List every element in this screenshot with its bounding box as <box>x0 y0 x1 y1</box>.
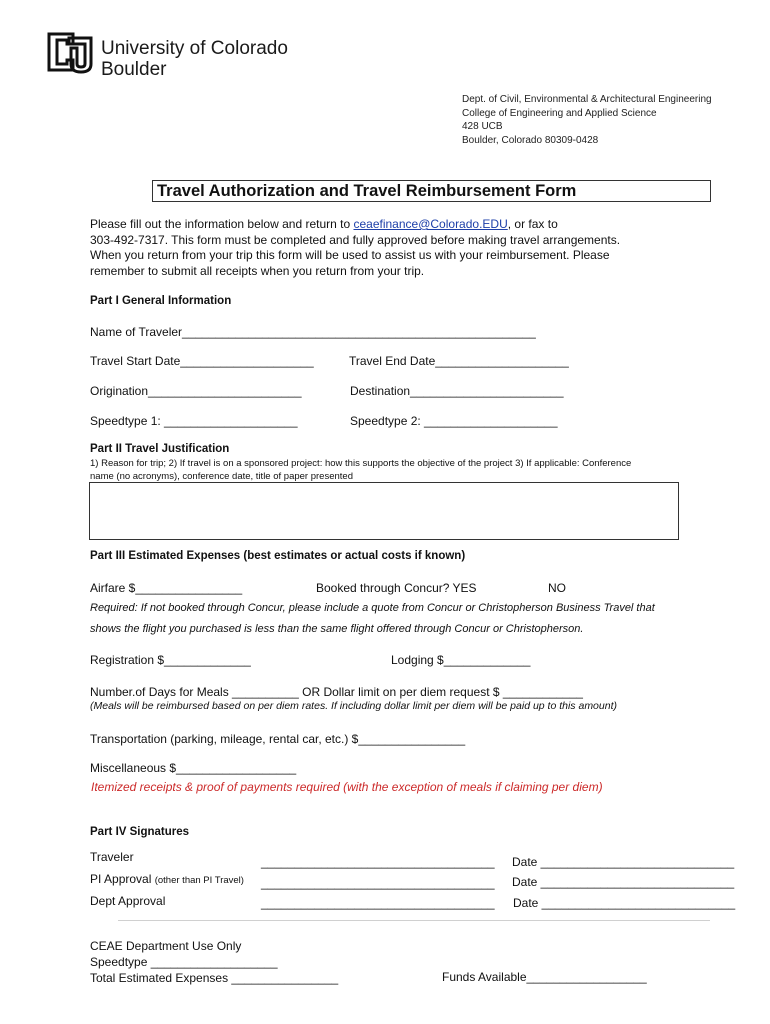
pi-date-field[interactable]: Date _____________________________ <box>512 875 735 889</box>
traveler-signature-line[interactable]: ___________________________________ <box>261 855 495 869</box>
cu-logo-icon <box>45 30 95 76</box>
destination-field[interactable]: Destination_______________________ <box>350 384 564 398</box>
university-line-1: University of Colorado <box>101 38 288 59</box>
concur-requirement-line-1: Required: If not booked through Concur, please include a quote from Concur or Christopherson Business Travel that <box>90 602 655 614</box>
intro-paragraph <box>90 217 620 279</box>
address-line: College of Engineering and Applied Science <box>462 107 657 119</box>
intro-text: , or fax to <box>507 217 558 231</box>
origination-field[interactable]: Origination_______________________ <box>90 384 302 398</box>
dept-speedtype-field[interactable]: Speedtype ___________________ <box>90 955 278 969</box>
divider <box>118 920 710 921</box>
instruction-line: name (no acronyms), conference date, title of paper presented <box>90 470 353 482</box>
intro-text: Please fill out the information below and return to <box>90 217 354 231</box>
intro-line: 303-492-7317. This form must be completed and fully approved before making travel arrangements. <box>90 232 621 247</box>
university-name <box>101 38 288 80</box>
part4-heading: Part IV Signatures <box>90 826 190 838</box>
pi-approval-text: PI Approval <box>90 872 152 886</box>
concur-requirement-line-2: shows the flight you purchased is less than the same flight offered through Concur or Christopherson. <box>90 623 584 635</box>
dept-approval-label: Dept Approval <box>90 894 166 908</box>
form-title: Travel Authorization and Travel Reimbursement Form <box>157 182 577 200</box>
part2-heading: Part II Travel Justification <box>90 443 230 455</box>
receipts-note: Itemized receipts & proof of payments required (with the exception of meals if claiming per diem) <box>91 780 603 794</box>
traveler-label: Traveler <box>90 850 134 864</box>
address-line: Boulder, Colorado 80309-0428 <box>462 134 599 146</box>
dept-signature-line[interactable]: ___________________________________ <box>261 896 495 910</box>
miscellaneous-field[interactable]: Miscellaneous $__________________ <box>90 761 297 775</box>
lodging-field[interactable]: Lodging $_____________ <box>391 653 531 667</box>
pi-approval-note: (other than PI Travel) <box>154 875 244 886</box>
transportation-field[interactable]: Transportation (parking, mileage, rental car, etc.) $________________ <box>90 732 466 746</box>
email-link[interactable]: ceaefinance@Colorado.EDU <box>353 217 508 231</box>
intro-line: When you return from your trip this form will be used to assist us with your reimbursement. Please <box>90 248 610 263</box>
intro-line-1 <box>90 217 620 233</box>
travel-start-date-field[interactable]: Travel Start Date____________________ <box>90 354 314 368</box>
meals-days-field[interactable]: Number.of Days for Meals __________ OR Dollar limit on per diem request $ ____________ <box>90 685 583 699</box>
speedtype1-field[interactable]: Speedtype 1: ____________________ <box>90 414 298 428</box>
address-line: 428 UCB <box>462 121 503 132</box>
speedtype2-field[interactable]: Speedtype 2: ____________________ <box>350 414 558 428</box>
booked-concur-label: Booked through Concur? YES <box>316 581 477 595</box>
department-address <box>462 93 712 147</box>
justification-textbox[interactable] <box>89 482 679 540</box>
intro-line: remember to submit all receipts when you return from your trip. <box>90 263 425 278</box>
travel-end-date-field[interactable]: Travel End Date____________________ <box>349 354 569 368</box>
pi-approval-label <box>90 872 244 886</box>
traveler-date-field[interactable]: Date _____________________________ <box>512 855 735 869</box>
part3-heading: Part III Estimated Expenses (best estimates or actual costs if known) <box>90 550 466 562</box>
airfare-field[interactable]: Airfare $________________ <box>90 581 243 595</box>
part1-heading: Part I General Information <box>90 295 232 307</box>
dept-use-heading: CEAE Department Use Only <box>90 939 242 953</box>
meals-note: (Meals will be reimbursed based on per diem rates. If including dollar limit per diem will be paid up to this amount) <box>90 700 617 712</box>
address-line: Dept. of Civil, Environmental & Architectural Engineering <box>462 94 712 105</box>
justification-instructions <box>90 458 631 483</box>
concur-no-label: NO <box>548 581 566 595</box>
instruction-line: 1) Reason for trip; 2) If travel is on a sponsored project: how this supports the objective of the project 3) If applicable: Conference <box>90 458 632 469</box>
dept-date-field[interactable]: Date _____________________________ <box>513 896 736 910</box>
pi-signature-line[interactable]: ___________________________________ <box>261 876 495 890</box>
total-estimated-expenses-field[interactable]: Total Estimated Expenses ________________ <box>90 971 339 985</box>
registration-field[interactable]: Registration $_____________ <box>90 653 251 667</box>
university-line-2: Boulder <box>101 59 167 80</box>
funds-available-field[interactable]: Funds Available__________________ <box>442 970 647 984</box>
name-of-traveler-field[interactable]: Name of Traveler_____________________________________________________ <box>90 325 536 339</box>
